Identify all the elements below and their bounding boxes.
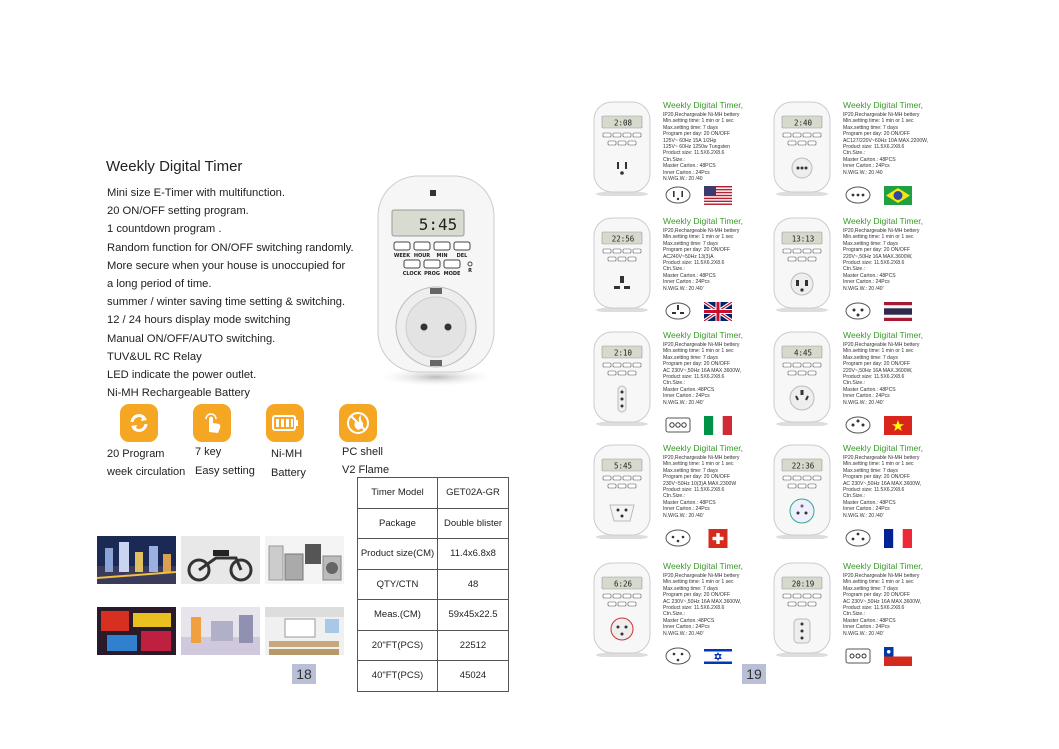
table-row: [358, 600, 509, 631]
device-display-text: 6:26: [613, 579, 633, 589]
spec-line: Product size: 11.5X6.2X8.6: [843, 374, 905, 381]
spec-value: GET02A-GR: [438, 478, 509, 509]
product-title: Weekly Digital Timer,: [663, 443, 744, 453]
spec-key: 40"FT(PCS): [358, 661, 438, 692]
spec-line: Master Carton.: 48PCS: [663, 272, 716, 279]
spec-line: Max.setting time: 7 days: [663, 585, 718, 592]
key-label-hour: HOUR: [413, 253, 431, 259]
socket-swiss-icon: [664, 529, 692, 547]
spec-line: Product size: 11.5X6.2X8.6: [843, 605, 905, 612]
key-label-del: DEL: [456, 253, 468, 259]
spec-line: Inner Carton.: 24Pcs: [843, 624, 890, 631]
touch-icon: [193, 404, 231, 442]
spec-line: Inner Carton.: 24Pcs: [663, 624, 710, 631]
spec-line: IP20,Rechargeable Ni-MH bettery: [663, 228, 740, 234]
spec-line: Product size: 11.5X6.2X8.6: [663, 374, 725, 381]
product-title: Weekly Digital Timer,: [663, 100, 744, 110]
spec-key: Product size(CM): [358, 539, 438, 570]
feature-label-shell: PC shell V2 Flame: [342, 446, 390, 476]
socket-israel-icon: [664, 647, 692, 665]
spec-line: IP20,Rechargeable Ni-MH bettery: [663, 342, 740, 348]
photo-classroom: [265, 607, 344, 655]
flag-brazil-icon: [884, 186, 912, 205]
spec-line: Inner Carton.: 24Pcs: [663, 169, 710, 176]
device-display-text: 22:36: [791, 461, 815, 471]
spec-value: 59x45x22.5: [438, 600, 509, 631]
spec-line: Ctn.Size.:: [843, 611, 866, 618]
spec-value: 48: [438, 569, 509, 600]
key-label-min: MIN: [436, 253, 448, 259]
product-card: [772, 443, 947, 558]
timer-device-image: [592, 100, 652, 196]
key-label-prog: PROG: [424, 271, 440, 277]
spec-line: IP20,Rechargeable Ni-MH bettery: [663, 455, 740, 461]
socket-chile-icon: [844, 647, 872, 665]
battery-icon: [266, 404, 304, 442]
socket-italy-icon: [664, 416, 692, 434]
product-card: [592, 561, 767, 676]
spec-line: Inner Carton.: 24Pcs: [843, 279, 890, 286]
spec-line: IP20,Rechargeable Ni-MH bettery: [843, 112, 920, 118]
photo-billboards: [97, 607, 176, 655]
spec-line: Inner Carton.: 24Pcs: [663, 393, 710, 400]
spec-line: Min.setting time: 1 min or 1 sec: [843, 461, 914, 468]
flag-thailand-icon: [884, 302, 912, 321]
product-spec: [663, 342, 741, 406]
product-title: Weekly Digital Timer,: [843, 561, 924, 571]
spec-line: 230V~50Hz 10(3)A MAX.2300W: [663, 480, 737, 487]
spec-line: 125V~ 60Hz 15A 1/2Hp: [663, 137, 717, 144]
feature-item: Random function for ON/OFF switching randomly.: [107, 241, 354, 254]
product-spec: [663, 573, 741, 637]
product-card: [592, 216, 767, 331]
product-spec: [843, 112, 928, 176]
spec-line: Min.setting time: 1 min or 1 sec: [663, 118, 734, 125]
spec-key: QTY/CTN: [358, 569, 438, 600]
refresh-icon: [120, 404, 158, 442]
spec-line: Master Carton.: 48PCS: [843, 499, 896, 506]
product-title: Weekly Digital Timer,: [843, 330, 924, 340]
flag-france-icon: [884, 529, 912, 548]
product-spec: [663, 455, 739, 519]
spec-line: Min.setting time: 1 min or 1 sec: [663, 579, 734, 586]
photo-scooter: [181, 536, 260, 584]
spec-value: Double blister: [438, 508, 509, 539]
photo-appliances: [265, 536, 344, 584]
key-label-week: WEEK: [393, 253, 411, 259]
spec-line: AC240V~50Hz 13(3)A: [663, 253, 714, 260]
spec-line: Master Carton.: 48PCS: [843, 386, 896, 393]
feature-item: 20 ON/OFF setting program.: [107, 205, 249, 218]
spec-line: N.W/G.W.: 20 /40': [663, 285, 704, 292]
key-label-mode: MODE: [443, 271, 461, 277]
spec-line: AC127/220V~60Hz 10A MAX.2200W,: [843, 137, 929, 144]
product-card: [592, 100, 767, 215]
spec-line: Min.setting time: 1 min or 1 sec: [843, 234, 914, 241]
spec-line: Inner Carton.: 24Pcs: [843, 163, 890, 170]
product-title: Weekly Digital Timer,: [663, 561, 744, 571]
product-title: Weekly Digital Timer,: [843, 216, 924, 226]
spec-line: Program per day: 20 ON/OFF: [663, 361, 731, 368]
device-display-text: 2:08: [613, 118, 633, 128]
spec-line: Program per day: 20 ON/OFF: [843, 361, 911, 368]
table-row: [358, 569, 509, 600]
spec-line: Min.setting time: 1 min or 1 sec: [663, 461, 734, 468]
spec-line: Max.setting time: 7 days: [663, 124, 718, 131]
spec-line: N.W/G.W.: 20 /40': [843, 285, 884, 292]
spec-line: IP20,Rechargeable Ni-MH bettery: [663, 573, 740, 579]
timer-device-image: [772, 100, 832, 196]
spec-line: AC 230V~,50Hz 16A MAX.3600W,: [843, 480, 922, 487]
spec-line: IP20,Rechargeable Ni-MH bettery: [843, 573, 920, 579]
flag-uk-icon: [704, 302, 732, 321]
spec-value: 22512: [438, 630, 509, 661]
timer-device-image: [772, 216, 832, 312]
key-label-reset: R: [468, 268, 472, 274]
spec-line: Product size: 11.5X6.2X8.6: [663, 487, 725, 494]
spec-line: N.W/G.W.: 20 /40': [663, 399, 704, 406]
spec-line: Program per day: 20 ON/OFF: [843, 247, 911, 254]
spec-line: Max.setting time: 7 days: [843, 467, 898, 474]
spec-line: N.W/G.W.: 20 /40': [843, 630, 884, 637]
socket-usa-icon: [664, 186, 692, 204]
spec-line: Product size: 11.5X6.2X8.6: [843, 487, 905, 494]
feature-item: 12 / 24 hours display mode switching: [107, 314, 291, 327]
table-row: [358, 539, 509, 570]
socket-brazil-icon: [844, 186, 872, 204]
spec-line: AC 230V~,50Hz 16A MAX.3600W,: [663, 598, 742, 605]
device-display-text: 5:45: [613, 461, 633, 471]
product-title: Weekly Digital Timer,: [663, 330, 744, 340]
spec-line: AC 230V~,50Hz 16A MAX.3600W,: [843, 598, 922, 605]
socket-france-icon: [844, 529, 872, 547]
spec-line: 125V~ 60Hz 1250w Tungsten: [663, 144, 730, 151]
product-spec: [663, 112, 739, 182]
spec-line: Ctn.Size.:: [663, 611, 686, 618]
spec-line: IP20,Rechargeable Ni-MH bettery: [843, 228, 920, 234]
spec-line: Master Carton.: 48PCS: [663, 499, 716, 506]
product-spec: [843, 455, 921, 519]
product-card: [592, 330, 767, 445]
device-display-text: 20:19: [791, 579, 815, 589]
device-display-text: 4:45: [793, 348, 813, 358]
photo-city-night: [97, 536, 176, 584]
main-timer-device: [372, 172, 500, 387]
feature-item: TUV&UL RC Relay: [107, 350, 202, 363]
spec-line: Min.setting time: 1 min or 1 sec: [843, 118, 914, 125]
spec-line: N.W/G.W.: 20 /40: [663, 176, 703, 183]
spec-line: Master Carton.:48PCS: [663, 386, 715, 393]
spec-line: Max.setting time: 7 days: [843, 124, 898, 131]
table-row: [358, 630, 509, 661]
spec-line: Ctn.Size.:: [843, 380, 866, 387]
feature-label-key: 7 key Easy setting: [195, 446, 255, 477]
spec-line: Master Carton.: 48PCS: [843, 156, 896, 163]
spec-line: Min.setting time: 1 min or 1 sec: [843, 348, 914, 355]
photo-factory: [181, 607, 260, 655]
product-title: Weekly Digital Timer,: [843, 443, 924, 453]
spec-line: N.W/G.W.: 20 /40': [663, 630, 704, 637]
spec-line: Ctn.Size.:: [663, 493, 686, 500]
device-display-text: 13:13: [791, 234, 815, 244]
feature-item: a long period of time.: [107, 278, 212, 291]
product-card: [772, 561, 947, 676]
socket-uk-icon: [664, 302, 692, 320]
feature-item: summer / winter saving time setting & switching.: [107, 296, 346, 309]
spec-line: Ctn.Size.:: [843, 493, 866, 500]
spec-line: N.W/G.W.: 20 /40': [843, 512, 884, 519]
spec-line: Max.setting time: 7 days: [663, 467, 718, 474]
flag-vietnam-icon: [884, 416, 912, 435]
spec-line: Max.setting time: 7 days: [843, 240, 898, 247]
feature-list: [107, 184, 354, 402]
flag-switzerland-icon: [704, 529, 732, 548]
socket-universal-icon: [844, 416, 872, 434]
spec-line: IP20,Rechargeable Ni-MH bettery: [663, 112, 740, 118]
product-title: Weekly Digital Timer,: [843, 100, 924, 110]
spec-line: Product size: 11.5X6.2X8.6: [663, 150, 725, 157]
product-card: [592, 443, 767, 558]
page-title: Weekly Digital Timer: [106, 158, 243, 175]
spec-line: Min.setting time: 1 min or 1 sec: [663, 234, 734, 241]
flame-icon: [339, 404, 377, 442]
spec-line: Program per day: 20 ON/OFF: [843, 592, 911, 599]
spec-line: IP20,Rechargeable Ni-MH bettery: [843, 342, 920, 348]
spec-key: Meas.(CM): [358, 600, 438, 631]
spec-line: IP20,Rechargeable Ni-MH bettery: [843, 455, 920, 461]
spec-table: [357, 477, 509, 692]
feature-item: Manual ON/OFF/AUTO switching.: [107, 332, 276, 345]
spec-value: 45024: [438, 661, 509, 692]
timer-device-image: [772, 330, 832, 426]
spec-line: Max.setting time: 7 days: [663, 240, 718, 247]
feature-item: 1 countdown program .: [107, 223, 222, 236]
main-display-text: 5:45: [418, 215, 458, 234]
device-display-text: 2:10: [613, 348, 633, 358]
device-display-text: 2:40: [793, 118, 813, 128]
spec-line: Ctn.Size.:: [663, 156, 686, 163]
spec-line: Master Carton.: 48PCS: [843, 272, 896, 279]
socket-thai-icon: [844, 302, 872, 320]
spec-line: 220V~,50Hz 16A MAX.3600W,: [843, 253, 913, 260]
feature-item: Ni-MH Rechargeable Battery: [107, 387, 251, 400]
spec-line: Master Carton.:48PCS: [663, 617, 715, 624]
product-spec: [843, 573, 921, 637]
spec-line: Product size: 11.5X6.2X8.6: [843, 144, 905, 151]
timer-device-image: [772, 561, 832, 657]
spec-line: Max.setting time: 7 days: [843, 354, 898, 361]
spec-line: Product size: 11.5X6.2X8.6: [663, 605, 725, 612]
spec-line: Max.setting time: 7 days: [663, 354, 718, 361]
spec-line: Ctn.Size.:: [663, 380, 686, 387]
product-card: [772, 216, 947, 331]
spec-key: Package: [358, 508, 438, 539]
feature-item: More secure when your house is unoccupied for: [107, 259, 346, 272]
key-label-clock: CLOCK: [402, 271, 422, 277]
spec-line: Master Carton.: 48PCS: [663, 163, 716, 170]
spec-line: Inner Carton.: 24Pcs: [843, 393, 890, 400]
spec-line: 220V~,50Hz 16A MAX.3600W,: [843, 367, 913, 374]
spec-line: Program per day: 20 ON/OFF: [843, 474, 911, 481]
feature-item: LED indicate the power outlet.: [107, 369, 257, 382]
product-card: [772, 100, 947, 215]
timer-device-image: [592, 216, 652, 312]
spec-line: N.W/G.W.: 20 /40: [843, 169, 883, 176]
feature-label-program: 20 Program week circulation: [107, 448, 186, 478]
spec-line: N.W/G.W.: 20 /40': [663, 512, 704, 519]
spec-line: Ctn.Size.:: [663, 266, 686, 273]
spec-line: Product size: 11.5X6.2X8.6: [663, 260, 725, 267]
spec-line: Program per day: 20 ON/OFF: [663, 247, 731, 254]
feature-item: Mini size E-Timer with multifunction.: [107, 187, 286, 199]
flag-chile-icon: [884, 647, 912, 666]
spec-line: Min.setting time: 1 min or 1 sec: [843, 579, 914, 586]
spec-line: Master Carton.: 48PCS: [843, 617, 896, 624]
spec-key: 20"FT(PCS): [358, 630, 438, 661]
timer-device-image: [772, 443, 832, 539]
spec-line: Ctn.Size.:: [843, 150, 866, 157]
spec-line: Ctn.Size.:: [843, 266, 866, 273]
product-spec: [843, 228, 919, 292]
timer-device-image: [592, 330, 652, 426]
product-spec: [663, 228, 739, 292]
product-spec: [843, 342, 919, 406]
flag-italy-icon: [704, 416, 732, 435]
table-row: [358, 478, 509, 509]
spec-line: N.W/G.W.: 20 /40': [843, 399, 884, 406]
page-number-left: 18: [292, 664, 316, 684]
spec-line: Program per day: 20 ON/OFF: [843, 131, 911, 138]
spec-line: Product size: 11.5X6.2X8.6: [843, 260, 905, 267]
flag-usa-icon: [704, 186, 732, 205]
spec-line: Inner Carton.: 24Pcs: [663, 279, 710, 286]
feature-label-battery: Ni-MH Battery: [271, 448, 306, 479]
product-card: [772, 330, 947, 445]
spec-line: Program per day: 20 ON/OFF: [663, 592, 731, 599]
spec-line: Max.setting time: 7 days: [843, 585, 898, 592]
timer-device-image: [592, 443, 652, 539]
page-number-right: 19: [742, 664, 766, 684]
feature-icons: [105, 404, 405, 484]
timer-device-image: [592, 561, 652, 657]
spec-line: Inner Carton.: 24Pcs: [663, 506, 710, 513]
table-row: [358, 661, 509, 692]
spec-line: Inner Carton.: 24Pcs: [843, 506, 890, 513]
spec-key: Timer Model: [358, 478, 438, 509]
spec-line: AC 230V~,50Hz 16A MAX.3600W,: [663, 367, 742, 374]
flag-israel-icon: [704, 647, 732, 666]
spec-value: 11.4x6.8x8: [438, 539, 509, 570]
spec-line: Program per day: 20 ON/OFF: [663, 131, 731, 138]
spec-line: Min.setting time: 1 min or 1 sec: [663, 348, 734, 355]
spec-line: Program per day: 20 ON/OFF: [663, 474, 731, 481]
product-title: Weekly Digital Timer,: [663, 216, 744, 226]
table-row: [358, 508, 509, 539]
device-display-text: 22:56: [611, 234, 635, 244]
